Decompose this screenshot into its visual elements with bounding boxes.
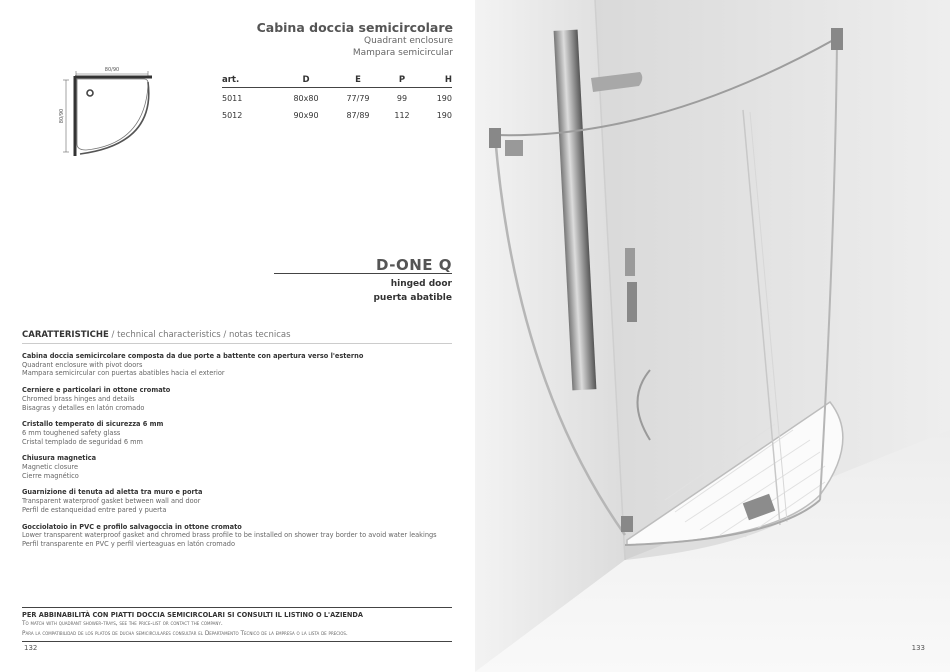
page-header <box>153 20 453 59</box>
features-list <box>22 352 452 557</box>
spec-col-e: E <box>332 74 384 88</box>
note-it: PER ABBINABILITÀ CON PIATTI DOCCIA SEMICIRCOLARI SI CONSULTI IL LISTINO O L'AZIENDA <box>22 611 364 619</box>
table-cell: 80x80 <box>293 94 319 103</box>
feature-es: Mampara semicircular con puertas abatibles hacia el exterior <box>22 369 225 378</box>
list-item <box>22 352 452 378</box>
feature-es: Cristal templado de seguridad 6 mm <box>22 437 143 446</box>
feature-it: Guarnizione di tenuta ad aletta tra muro e porta <box>22 488 203 497</box>
page-number-left: 132 <box>24 644 38 652</box>
characteristics-title: CARATTERISTICHE <box>22 330 109 340</box>
table-cell: 87/89 <box>346 111 370 120</box>
table-cell: 190 <box>436 94 452 103</box>
list-item <box>22 488 452 514</box>
feature-es: Perfil de estanqueidad entre pared y puerta <box>22 505 167 514</box>
product-name: D-ONE Q <box>376 256 452 274</box>
feature-en: Magnetic closure <box>22 463 79 472</box>
note-rule-bottom <box>22 641 452 642</box>
feature-it: Chiusura magnetica <box>22 454 97 463</box>
feature-it: Cabina doccia semicircolare composta da due porte a battente con apertura verso l'esterno <box>22 352 364 360</box>
compatibility-note <box>22 611 452 639</box>
spec-col-art: art. <box>222 74 280 88</box>
product-subtitle-es: puerta abatible <box>373 293 452 303</box>
header-subtitle-es: Mampara semicircular <box>352 48 453 58</box>
product-photo <box>475 0 950 672</box>
characteristics-divider <box>22 343 452 344</box>
spec-col-d: D <box>280 74 332 88</box>
dim-label-side: 80/90 <box>59 108 65 124</box>
mixer-control <box>625 248 635 276</box>
feature-en: Lower transparent waterproof gasket and chromed brass profile to be installed on shower tray border to avoid water leakings <box>22 531 437 540</box>
feature-it: Gocciolatoio in PVC e profilo salvagoccia in ottone cromato <box>22 522 242 531</box>
page-number-right: 133 <box>911 644 925 652</box>
table-cell: 90x90 <box>293 111 319 120</box>
list-item <box>22 454 452 480</box>
header-title: Cabina doccia semicircolare <box>256 20 453 35</box>
dim-label-top: 80/90 <box>104 67 120 73</box>
table-cell: 99 <box>396 94 408 103</box>
feature-es: Cierre magnético <box>22 471 79 480</box>
characteristics-title-rest: / technical characteristics / notas tecnicas <box>108 330 291 340</box>
spec-table-header <box>222 74 452 88</box>
spec-col-p: P <box>384 74 420 88</box>
right-page <box>475 0 950 672</box>
table-row <box>222 105 452 122</box>
note-rule-top <box>22 607 452 608</box>
feature-es: Bisagras y detalles en latón cromado <box>22 403 145 412</box>
table-cell: 77/79 <box>346 94 370 103</box>
feature-es: Perfil transparente en PVC y perfil vierteaguas en latón cromado <box>22 539 235 548</box>
feature-en: 6 mm toughened safety glass <box>22 428 121 437</box>
feature-en: Chromed brass hinges and details <box>22 394 135 403</box>
hand-shower <box>627 282 637 322</box>
feature-en: Quadrant enclosure with pivot doors <box>22 360 143 369</box>
feature-it: Cerniere e particolari in ottone cromato <box>22 386 171 395</box>
feature-it: Cristallo temperato di sicurezza 6 mm <box>22 420 164 429</box>
spec-table <box>222 74 452 122</box>
table-cell: 112 <box>394 111 410 120</box>
table-cell: 5012 <box>222 111 243 120</box>
hinge-top-left-2 <box>505 140 523 156</box>
table-cell: 5011 <box>222 94 243 103</box>
hinge-bottom-left <box>621 516 633 532</box>
table-row <box>222 88 452 106</box>
list-item <box>22 386 452 412</box>
header-subtitle-en: Quadrant enclosure <box>364 36 453 46</box>
list-item <box>22 523 452 549</box>
product-subtitle-en: hinged door <box>390 279 452 289</box>
list-item <box>22 420 452 446</box>
shower-tray-outline <box>77 79 148 150</box>
characteristics-heading <box>22 330 291 340</box>
note-en: To match with quadrant shower-trays, see the price-list or contact the company. <box>22 621 223 627</box>
hinge-top-left <box>489 128 501 148</box>
hinge-top-right <box>831 28 843 50</box>
spec-col-h: H <box>420 74 452 88</box>
feature-en: Transparent waterproof gasket between wall and door <box>22 497 201 506</box>
table-cell: 190 <box>436 111 452 120</box>
product-title-block <box>373 256 452 305</box>
note-es: Para la compatibilidad de los platos de ducha semicirculares consultar el Departamento Tecnico de la empresa o la lista de precios. <box>22 630 348 637</box>
plan-drawing <box>56 64 156 160</box>
